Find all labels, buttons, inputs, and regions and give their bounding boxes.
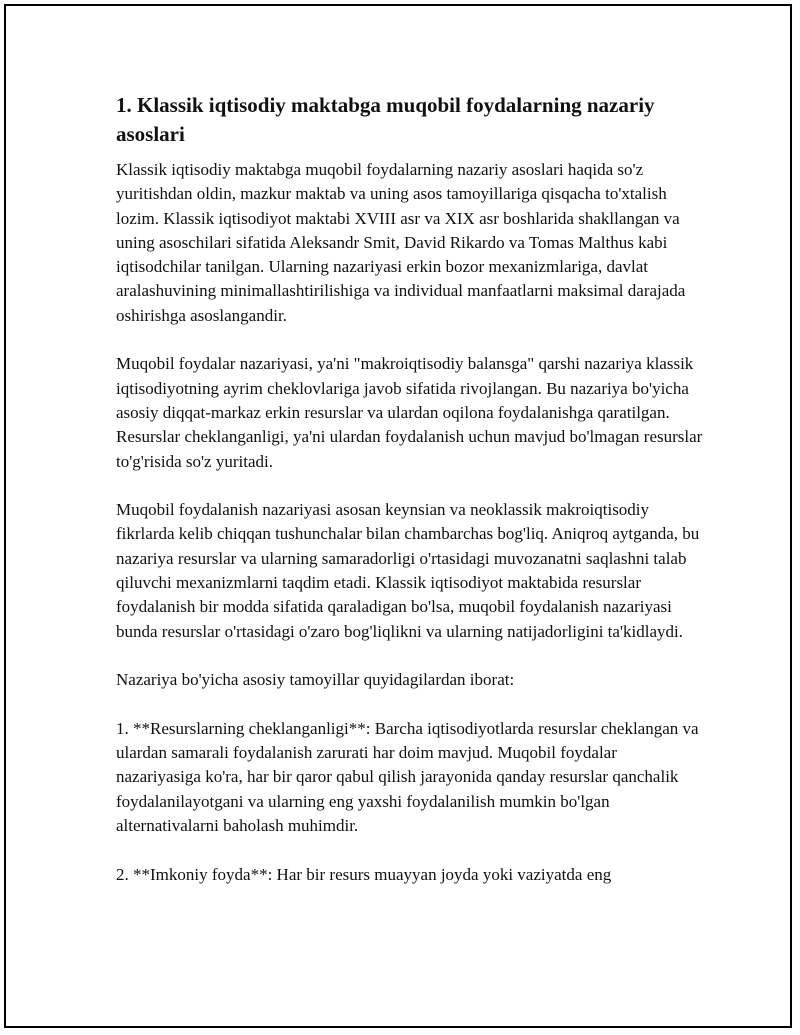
section-heading: 1. Klassik iqtisodiy maktabga muqobil foydalarning nazariy asoslari [116,93,655,146]
paragraph-alternative-use: Muqobil foydalanish nazariyasi asosan keynsian va neoklassik makroiqtisodiy fikrlarda kelib chiqqan tushunchalar bilan chambarchas bog'liq. Aniqroq aytganda, bu nazariya resurslar va ularning samaradorligi o'rtasidagi muvozanatni saqlashni talab qiluvchi mexanizmlarni taqdim etadi. Klassik iqtisodiyot maktabida resurslar foydalanish bir modda sifatida qaraladigan bo'lsa, muqobil foydalanish nazariyasi bunda resurslar o'rtasidagi o'zaro bog'liqlikni va ularning natijadorligini ta'kidlaydi. [116,500,700,641]
list-item-resource-scarcity: 1. **Resurslarning cheklanganligi**: Barcha iqtisodiyotlarda resurslar cheklangan va ulardan samarali foydalanish zarurati har doim mavjud. Muqobil foydalar nazariyasiga ko'ra, har bir qaror qabul qilish jarayonida qanday resurslar qanchalik foydalanilayotgani va ularning eng yaxshi foydalanilish mumkin bo'lgan alternativalarni baholash muhimdir. [116,718,699,836]
document-body [116,91,706,911]
list-item-opportunity-benefit: 2. **Imkoniy foyda**: Har bir resurs muayyan joyda yoki vaziyatda eng [116,864,612,884]
paragraph-principles-intro: Nazariya bo'yicha asosiy tamoyillar quyidagilardan iborat: [116,670,515,690]
paragraph-intro: Klassik iqtisodiy maktabga muqobil foydalarning nazariy asoslari haqida so'z yuritishdan oldin, mazkur maktab va uning asos tamoyillariga qisqacha to'xtalish lozim. Klassik iqtisodiyot maktabi XVIII asr va XIX asr boshlarida shakllangan va uning asoschilari sifatida Aleksandr Smit, David Rikardo va Tomas Malthus kabi iqtisodchilar tanilgan. Ularning nazariyasi erkin bozor mexanizmlariga, davlat aralashuvining minimallashtirilishiga va individual manfaatlarni maksimal darajada oshirishga asoslangandir. [116,160,686,325]
paragraph-alternative-benefits: Muqobil foydalar nazariyasi, ya'ni "makroiqtisodiy balansga" qarshi nazariya klassik iqtisodiyotning ayrim cheklovlariga javob sifatida rivojlangan. Bu nazariya bo'yicha asosiy diqqat-markaz erkin resurslar va ulardan oqilona foydalanishga qaratilgan. Resurslar cheklanganligi, ya'ni ulardan foydalanish uchun mavjud bo'lmagan resurslar to'g'risida so'z yuritadi. [116,354,703,471]
